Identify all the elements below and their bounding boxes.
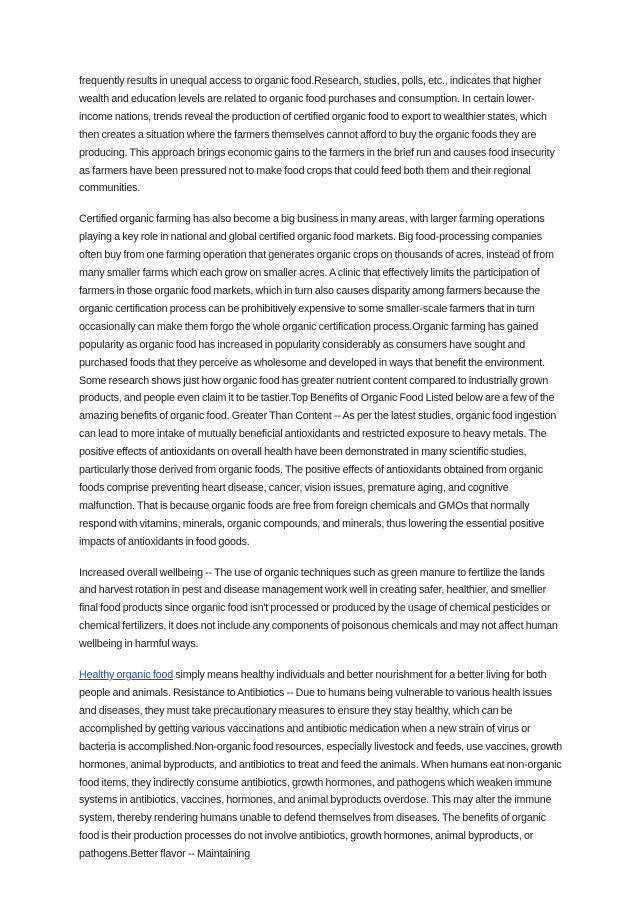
- paragraph-3: Increased overall wellbeing -- The use of organic techniques such as green manure to fertilize the lands and harvest rotation in pest and disease management work well in creating safer, healthier, and smellier final food products since organic food isn't processed or produced by the usage of chemical pesticides or chemical fertilizers, it does not include any components of poisonous chemicals and may not affect human wellbeing in harmful ways.: [79, 566, 558, 651]
- healthy-organic-food-link[interactable]: Healthy organic food: [79, 669, 174, 682]
- paragraph-4-text: simply means healthy individuals and better nourishment for a better living for both people and animals. Resistance to Antibiotics -- Due to humans being vulnerable to various health issues and diseases, they must take precautionary measures to ensure they stay healthy, which can be accomplished by getting various vaccinations and antibiotic medication when a new strain of virus or bacteria is accomplished.Non-organic food resources, especially livestock and feeds, use vaccines, growth hormones, animal byproducts, and antibiotics to treat and feed the animals. When humans eat non-organic food items, they indirectly consume antibiotics, growth hormones, and pathogens which weaken immune systems in antibiotics, vaccines, hormones, and animal byproducts overdose. This may alter the immune system, thereby rendering humans unable to defend themselves from diseases. The benefits of organic food is their production processes do not involve antibiotics, growth hormones, animal byproducts, or pathogens.Better flavor -- Maintaining: [79, 669, 563, 861]
- paragraph-1: frequently results in unequal access to organic food.Research, studies, polls, etc., indicates that higher wealth and education levels are related to organic food purchases and consumption. In certain lower-income nations, trends reveal the production of certified organic food to export to wealthier states, which then creates a situation where the farmers themselves cannot afford to buy the organic foods they are producing. This approach brings economic gains to the farmers in the brief run and causes food insecurity as farmers have been pressured not to make food crops that could feed both them and their regional communities.: [79, 75, 555, 195]
- paragraph-2: Certified organic farming has also become a big business in many areas, with larger farming operations playing a key role in national and global certified organic food markets. Big food-processing companies often buy from one farming operation that generates organic crops on thousands of acres, instead of from many smaller farms which each grow on smaller acres. A clinic that effectively limits the participation of farmers in those organic food markets, which in turn also causes disparity among farmers because the organic certification process can be prohibitively expensive to some smaller-scale farmers that in turn occasionally can make them forgo the whole organic certification process.Organic farming has gained popularity as organic food has increased in popularity considerably as consumers have sought and purchased foods that they perceive as wholesome and developed in ways that benefit the environment. Some research shows just how organic food has greater nutrient content compared to industrially grown products, and people even claim it to be tastier.Top Benefits of Organic Food Listed below are a few of the amazing benefits of organic food. Greater Than Content -- As per the latest studies, organic food ingestion can lead to more intake of mutually beneficial antioxidants and restricted exposure to heavy metals. The positive effects of antioxidants on overall health have been demonstrated in many scientific studies, particularly those derived from organic foods. The positive effects of antioxidants obtained from organic foods comprise preventing heart disease, cancer, vision issues, premature aging, and cognitive malfunction. That is because organic foods are free from foreign chemicals and GMOs that normally respond with vitamins, minerals, organic compounds, and minerals, thus lowering the essential positive impacts of antioxidants in food goods.: [79, 213, 557, 548]
- paragraph-4: [79, 667, 564, 864]
